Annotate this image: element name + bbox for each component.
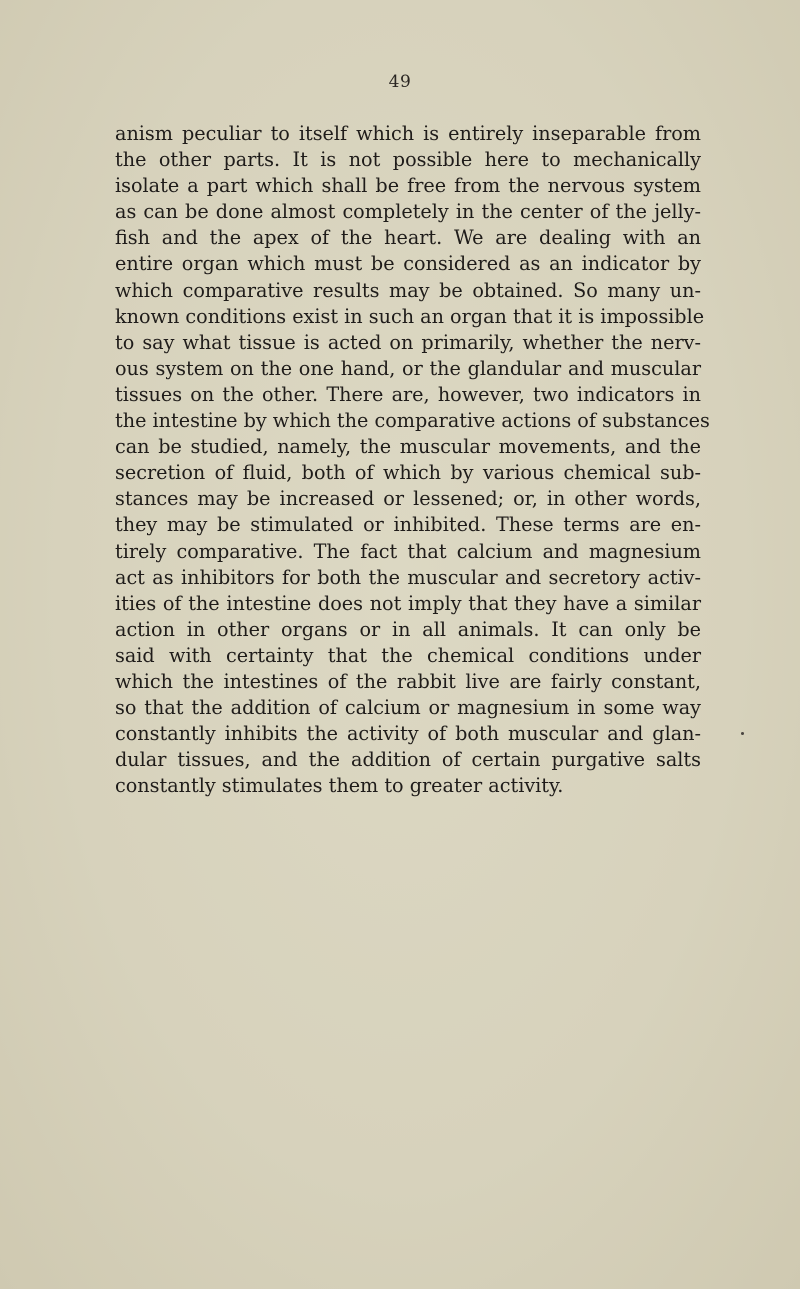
body-paragraph: [115, 121, 710, 799]
text-line: which comparative results may be obtained. So many un-: [115, 278, 701, 302]
text-line: secretion of fluid, both of which by various chemical sub-: [115, 461, 701, 485]
text-line: dular tissues, and the addition of certain purgative salts: [115, 748, 701, 772]
text-line: stances may be increased or lessened; or, in other words,: [115, 487, 701, 511]
text-line: can be studied, namely, the muscular movements, and the: [115, 435, 701, 459]
text-line: tissues on the other. There are, however, two indicators in: [115, 382, 701, 406]
text-line: ities of the intestine does not imply that they have a similar: [115, 591, 701, 615]
text-line: constantly inhibits the activity of both muscular and glan-: [115, 722, 701, 746]
text-line: the intestine by which the comparative actions of substances: [115, 409, 710, 433]
text-line: known conditions exist in such an organ that it is impossible: [115, 304, 705, 328]
text-line: anism peculiar to itself which is entirely inseparable from: [115, 122, 701, 145]
text-line: which the intestines of the rabbit live are fairly constant,: [115, 669, 701, 693]
page-number: 49: [388, 72, 412, 92]
text-line: the other parts. It is not possible here to mechanically: [115, 148, 701, 172]
text-line: to say what tissue is acted on primarily, whether the nerv-: [115, 330, 701, 354]
text-line: entire organ which must be considered as an indicator by: [115, 252, 701, 276]
text-line: as can be done almost completely in the center of the jelly-: [115, 200, 701, 224]
text-line: ous system on the one hand, or the glandular and muscular: [115, 356, 701, 380]
text-line: tirely comparative. The fact that calcium and magnesium: [115, 539, 701, 563]
text-line: so that the addition of calcium or magnesium in some way: [115, 696, 701, 720]
text-line: action in other organs or in all animals. It can only be: [115, 617, 701, 641]
text-line: they may be stimulated or inhibited. These terms are en-: [115, 513, 701, 537]
text-line: fish and the apex of the heart. We are dealing with an: [115, 226, 701, 250]
text-line: constantly stimulates them to greater activity.: [115, 774, 564, 798]
text-line: act as inhibitors for both the muscular and secretory activ-: [115, 565, 701, 589]
paper-speck: [741, 732, 744, 735]
text-line: isolate a part which shall be free from the nervous system: [115, 174, 701, 198]
text-line: said with certainty that the chemical conditions under: [115, 643, 701, 667]
